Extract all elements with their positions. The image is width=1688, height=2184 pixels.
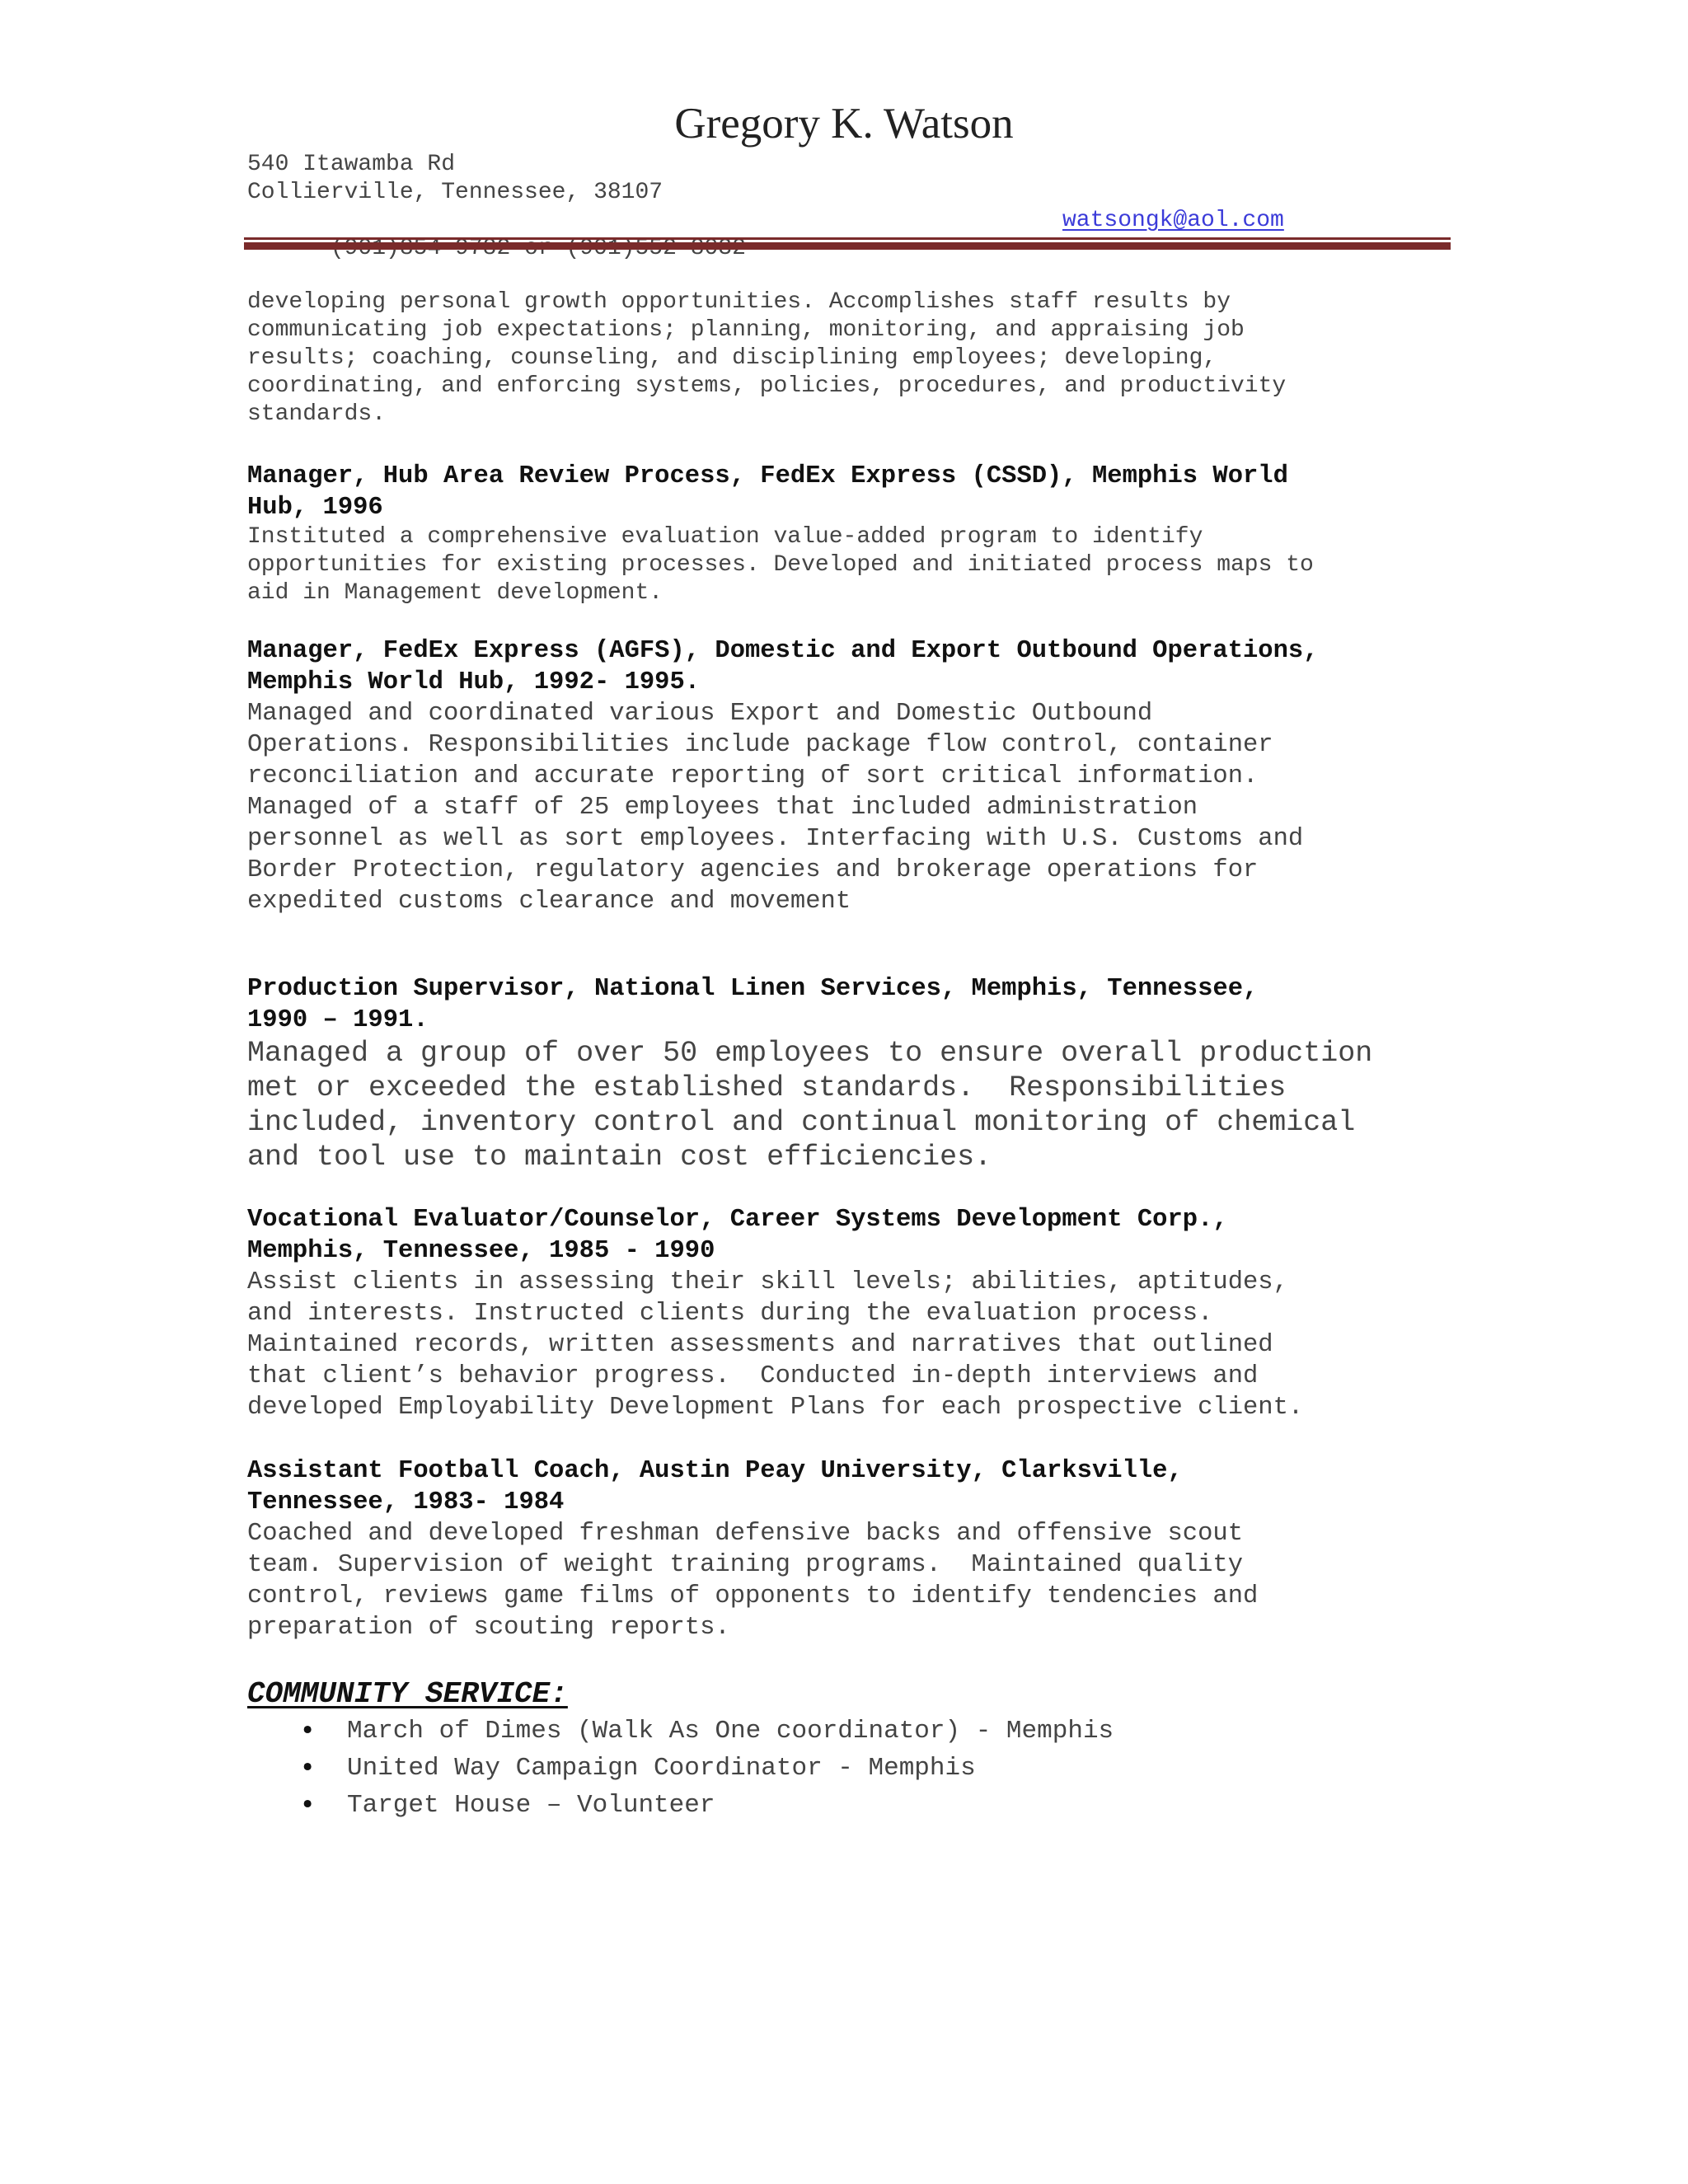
community-service-section (247, 1676, 1459, 1824)
intro-paragraph: developing personal growth opportunities. Accomplishes staff results by communicating job expectations; planning, monitoring, and appraising job results; coaching, counseling, and disciplining employees; developing, coordinating, and enforcing systems, policies, procedures, and productivity standards. (247, 289, 1287, 427)
phone-email-line (247, 207, 1451, 235)
job-description: Coached and developed freshman defensive backs and offensive scout team. Supervision of weight training programs. Maintained quality control, reviews game films of opponents to identify tendencies and preparation of scouting reports. (247, 1520, 1259, 1642)
bullet-icon: • (300, 1716, 316, 1746)
bullet-icon: • (300, 1790, 316, 1820)
header-rule-thin (244, 237, 1451, 240)
list-item (247, 1787, 1459, 1824)
resume-content (247, 288, 1459, 1824)
address-line-1: 540 Itawamba Rd (247, 152, 456, 177)
job-entry (247, 461, 1459, 607)
list-item-text: United Way Campaign Coordinator - Memphis (347, 1754, 976, 1783)
email-link[interactable]: watsongk@aol.com (1062, 208, 1284, 233)
job-title: Manager, Hub Area Review Process, FedEx Express (CSSD), Memphis World Hub, 1996 (247, 462, 1288, 522)
job-description: Managed and coordinated various Export and Domestic Outbound Operations. Responsibilities include package flow control, container reconciliation and accurate reporting of sort critical information. Managed of a staff of 25 employees that included administration personnel as well as sort employees. Interfacing with U.S. Customs and Border Protection, regulatory agencies and brokerage operations for expedited customs clearance and movement (247, 700, 1304, 916)
community-service-list (247, 1713, 1459, 1824)
job-entry (247, 1455, 1459, 1643)
list-item-text: Target House – Volunteer (347, 1791, 715, 1820)
job-title: Production Supervisor, National Linen Services, Memphis, Tennessee, 1990 – 1991. (247, 975, 1259, 1034)
job-entry (247, 635, 1459, 917)
address-line-2: Collierville, Tennessee, 38107 (247, 180, 663, 205)
job-entry (247, 1204, 1459, 1423)
resume-name: Gregory K. Watson (674, 100, 1014, 148)
job-title: Manager, FedEx Express (AGFS), Domestic and Export Outbound Operations, Memphis World Hub, 1992- 1995. (247, 637, 1319, 696)
job-title: Vocational Evaluator/Counselor, Career Systems Development Corp., Memphis, Tennessee, 1985 - 1990 (247, 1206, 1228, 1265)
job-title: Assistant Football Coach, Austin Peay University, Clarksville, Tennessee, 1983- 1984 (247, 1457, 1183, 1516)
job-description: Managed a group of over 50 employees to ensure overall production met or exceeded the established standards. Responsibilities included, inventory control and continual monitoring of chemical and tool use to maintain cost efficiencies. (247, 1037, 1373, 1174)
contact-block (247, 151, 1451, 235)
job-description: Instituted a comprehensive evaluation value-added program to identify opportunities for existing processes. Developed and initiated process maps to aid in Management development. (247, 524, 1314, 606)
community-service-heading: COMMUNITY SERVICE: (247, 1677, 568, 1711)
job-description: Assist clients in assessing their skill levels; abilities, aptitudes, and interests. Instructed clients during the evaluation process. Maintained records, written assessments and narratives that outlined that client’s behavior progress. Conducted in-depth interviews and developed Employability Development Plans for each prospective client. (247, 1268, 1304, 1422)
list-item-text: March of Dimes (Walk As One coordinator) - Memphis (347, 1717, 1114, 1746)
header-rule-thick (244, 242, 1451, 250)
list-item (247, 1713, 1459, 1750)
list-item (247, 1750, 1459, 1787)
bullet-icon: • (300, 1753, 316, 1783)
job-entry (247, 973, 1459, 1174)
